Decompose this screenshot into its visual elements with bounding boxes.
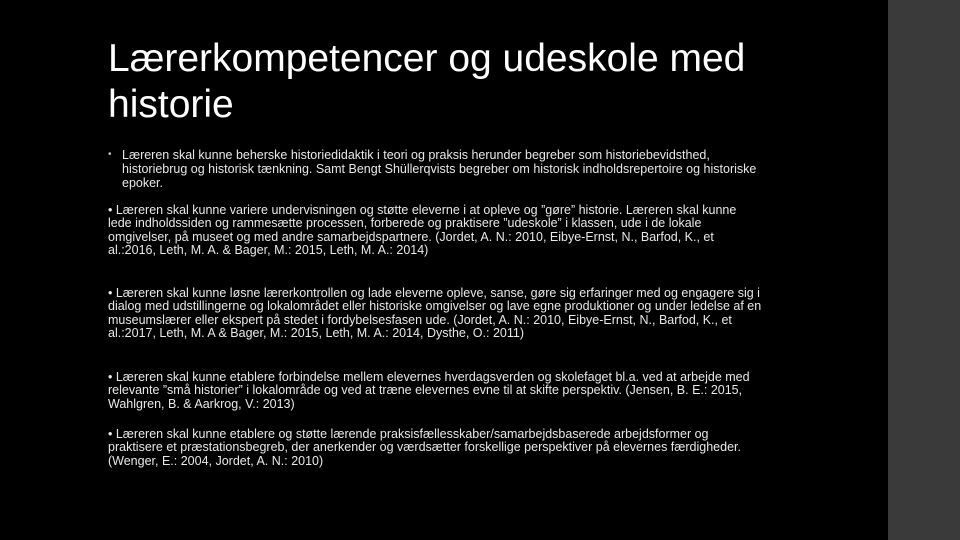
paragraph-2: • Læreren skal kunne løsne lærerkontrollen og lade eleverne opleve, sanse, gøre sig erfaringer med og engagere sig i dialog med udstillingerne og lokalområdet eller historiske omgivelser og lave egne produktioner og under ledelse af en museumslærer eller ekspert på stedet i fordybelsesfasen ude. (Jordet, A. N.: 2010, Eibye-Ernst, N., Barfod, K., et al.:2017, Leth, M. A & Bager, M.: 2015, Leth, M. A.: 2014, Dysthe, O.: 2011) xyxy=(108,286,762,341)
bullet-text: Læreren skal kunne beherske historiedidaktik i teori og praksis herunder begreber som historiebevidsthed, historiebrug og historisk tænkning. Samt Bengt Shüllerqvists begreber om historisk indholdsrepertoire og historiske epoker. xyxy=(122,148,757,190)
slide-title: Lærerkompetencer og udeskole med historie xyxy=(108,37,746,126)
bullet-item-1 xyxy=(108,148,758,190)
bullet-marker: • xyxy=(108,149,112,160)
side-panel xyxy=(888,0,960,540)
paragraph-3: • Læreren skal kunne etablere forbindelse mellem elevernes hverdagsverden og skolefaget bl.a. ved at arbejde med relevante ”små historier” i lokalområde og ved at træne elevernes evne til at skifte perspektiv. (Jensen, B. E.: 2015, Wahlgren, B. & Aarkrog, V.: 2013) xyxy=(108,370,750,411)
paragraph-4: • Læreren skal kunne etablere og støtte lærende praksisfællesskaber/samarbejdsbaserede arbejdsformer og praktisere et præstationsbegreb, der anerkender og værdsætter forskellige perspektiver på elevernes færdigheder. (Wenger, E.: 2004, Jordet, A. N.: 2010) xyxy=(108,427,741,468)
paragraph-1: • Læreren skal kunne variere undervisningen og støtte eleverne i at opleve og ”gøre” historie. Læreren skal kunne lede indholdssiden og rammesætte processen, forberede og praktisere ”udeskole” i klassen, ude i de lokale omgivelser, på museet og med andre samarbejdspartnere. (Jordet, A. N.: 2010, Eibye-Ernst, N., Barfod, K., et al.:2016, Leth, M. A. & Bager, M.: 2015, Leth, M. A.: 2014) xyxy=(108,203,737,258)
